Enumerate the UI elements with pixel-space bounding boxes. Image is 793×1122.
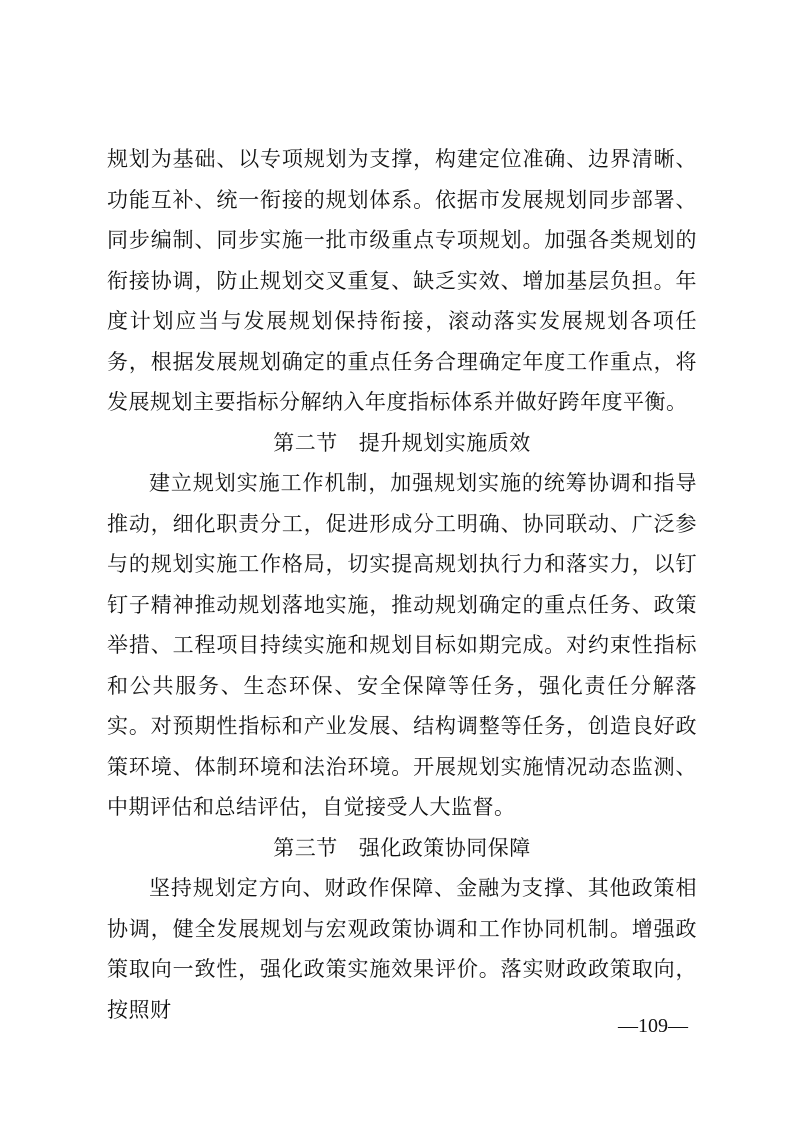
section-number: 第二节 [273,430,338,455]
paragraph-policy-coordination: 坚持规划定方向、财政作保障、金融为支撑、其他政策相协调，健全发展规划与宏观政策协调和工作协同机制。增强政策取向一致性，强化政策实施效果评价。落实财政政策取向，按照财 [107,876,697,1022]
section-title: 提升规划实施质效 [358,430,531,455]
section-heading-3 [107,828,697,869]
paragraph-implementation: 建立规划实施工作机制，加强规划实施的统筹协调和指导推动，细化职责分工，促进形成分工明确、协同联动、广泛参与的规划实施工作格局，切实提高规划执行力和落实力，以钉钉子精神推动规划落地实施，推动规划确定的重点任务、政策举措、工程项目持续实施和规划目标如期完成。对约束性指标和公共服务、生态环保、安全保障等任务，强化责任分解落实。对预期性指标和产业发展、结构调整等任务，创造良好政策环境、体制环境和法治环境。开展规划实施情况动态监测、中期评估和总结评估，自觉接受人大监督。 [107,471,697,819]
page-body [107,139,697,1030]
section-title: 强化政策协同保障 [358,835,531,860]
paragraph-planning-system: 规划为基础、以专项规划为支撑，构建定位准确、边界清晰、功能互补、统一衔接的规划体系。依据市发展规划同步部署、同步编制、同步实施一批市级重点专项规划。加强各类规划的衔接协调，防止规划交叉重复、缺乏实效、增加基层负担。年度计划应当与发展规划保持衔接，滚动落实发展规划各项任务，根据发展规划确定的重点任务合理确定年度工作重点，将发展规划主要指标分解纳入年度指标体系并做好跨年度平衡。 [107,147,697,414]
section-number: 第三节 [273,835,338,860]
section-heading-2 [107,423,697,464]
page-number: —109— [618,1015,688,1037]
